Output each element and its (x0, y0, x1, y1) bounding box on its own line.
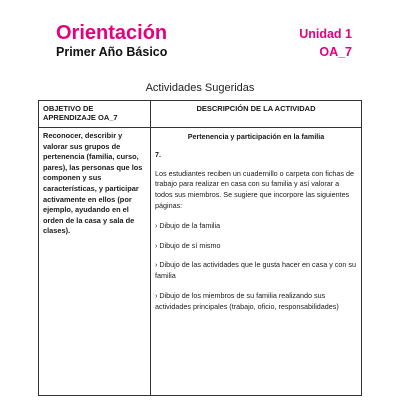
grade-subtitle: Primer Año Básico (56, 45, 168, 59)
list-item: › Dibujo de las actividades que le gusta hacer en casa y con su familia (155, 260, 356, 281)
list-item: › Dibujo de la familia (155, 220, 221, 230)
activity-title: Pertenencia y participación en la familia (187, 132, 325, 141)
list-item: › Dibujo de sí mismo (155, 240, 221, 250)
section-title: Actividades Sugeridas (145, 82, 255, 94)
objective-column-header: OBJETIVO DE APRENDIZAJE OA_7 (39, 101, 151, 128)
list-item: › Dibujo de los miembros de su familia realizando sus actividades principales (trabajo, oficio, responsabilidades) (155, 290, 339, 311)
objective-cell: Reconocer, describir y valorar sus grupos de pertenencia (familia, curso, pares), las personas que los componen y sus características, y participar activamente en ellos (por ejemplo, ayudando en el orden de la casa y sala de clases). (39, 128, 151, 396)
activities-table (38, 100, 362, 396)
description-column-header: DESCRIPCIÓN DE LA ACTIVIDAD (151, 101, 362, 128)
description-cell (151, 128, 362, 396)
unit-label: Unidad 1 (299, 27, 352, 41)
table-row (39, 128, 362, 396)
activity-number: 7. (155, 149, 161, 159)
activity-intro: Los estudiantes reciben un cuadernillo o carpeta con fichas de trabajo para realizar en casa con su familia y así valorar a todos sus miembros. Se sugiere que incorpore las siguientes páginas: (155, 168, 354, 210)
table-header-row (39, 101, 362, 128)
oa-code: OA_7 (319, 45, 352, 59)
page-title: Orientación (56, 22, 168, 44)
